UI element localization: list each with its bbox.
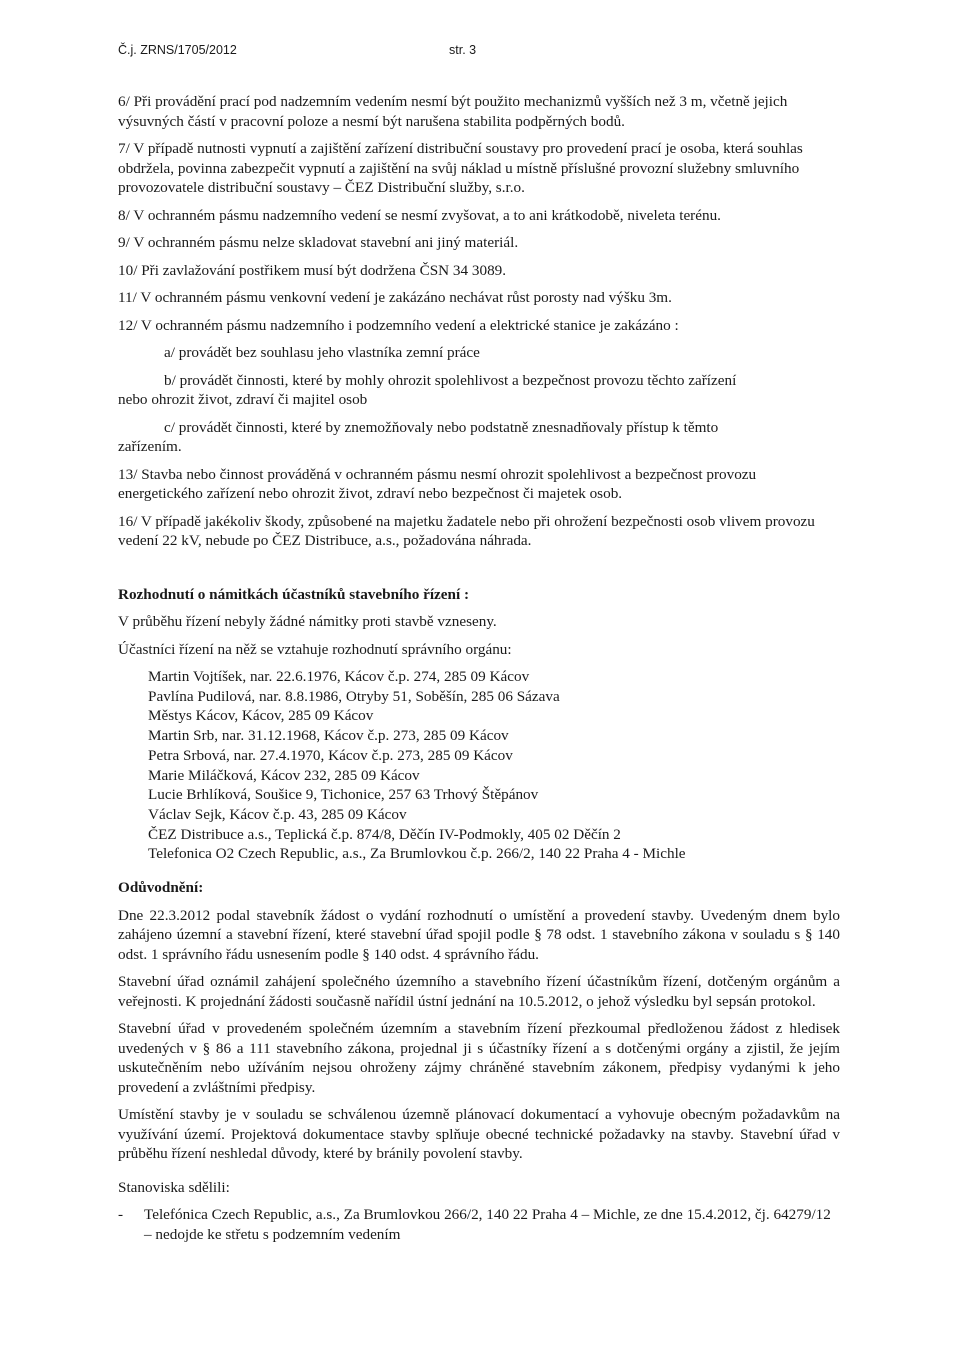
condition-12-c: c/ provádět činnosti, které by znemožňovaly nebo podstatně znesnadňovaly přístup k těmto bbox=[164, 418, 719, 436]
participant-item: Lucie Brhlíková, Soušice 9, Tichonice, 257 63 Trhový Štěpánov bbox=[148, 786, 539, 804]
participant-item: Městys Kácov, Kácov, 285 09 Kácov bbox=[148, 707, 374, 725]
justification-paragraph: Umístění stavby je v souladu se schválenou územně plánovací dokumentací a vyhovuje obecným požadavkům na využívání území. Projektová dokumentace stavby splňuje obecné technické požadavky na stavby. Stavební úřad v průběhu řízení neshledal důvody, které by bránily povolení stavby. bbox=[118, 1106, 840, 1163]
participant-item: Petra Srbová, nar. 27.4.1970, Kácov č.p. 273, 285 09 Kácov bbox=[148, 746, 513, 764]
participant-item: Václav Sejk, Kácov č.p. 43, 285 09 Kácov bbox=[148, 805, 407, 823]
statement-item bbox=[118, 1205, 840, 1244]
objections-heading: Rozhodnutí o námitkách účastníků stavebního řízení : bbox=[118, 585, 470, 603]
participant-item: ČEZ Distribuce a.s., Teplická č.p. 874/8, Děčín IV-Podmokly, 405 02 Děčín 2 bbox=[148, 825, 621, 843]
condition-7: 7/ V případě nutnosti vypnutí a zajištění zařízení distribuční soustavy pro provedení prací je osoba, která souhlas obdržela, povinna zabezpečit vypnutí a zajištění na svůj náklad u místně příslušné provozní služebny smluvního provozovatele distribuční soustavy – ČEZ Distribuční služby, s.r.o. bbox=[118, 140, 803, 196]
participant-item: Telefonica O2 Czech Republic, a.s., Za Brumlovkou č.p. 266/2, 140 22 Praha 4 - Michle bbox=[148, 845, 686, 863]
justification-paragraph: Dne 22.3.2012 podal stavebník žádost o vydání rozhodnutí o umístění a provedení stavby. Uvedeným dnem bylo zahájeno územní a stavební řízení, které stavební úřad spojil podle § 78 odst. 1 stavebního zákona v souladu s § 140 odst. 1 správního řádu usnesením podle § 140 odst. 4 správního řádu. bbox=[118, 906, 840, 963]
condition-6: 6/ Při provádění prací pod nadzemním vedením nesmí být použito mechanizmů vyšších než 3 m, včetně jejich výsuvných částí v pracovní poloze a nesmí být narušena stabilita podpěrných bodů. bbox=[118, 93, 788, 130]
reference-number: Č.j. ZRNS/1705/2012 bbox=[118, 43, 237, 57]
condition-11: 11/ V ochranném pásmu venkovní vedení je zakázáno nechávat růst porosty nad výšku 3m. bbox=[118, 289, 672, 306]
condition-10: 10/ Při zavlažování postřikem musí být dodržena ČSN 34 3089. bbox=[118, 261, 507, 279]
participants-intro: Účastníci řízení na něž se vztahuje rozhodnutí správního orgánu: bbox=[118, 640, 512, 658]
statement-text: Telefónica Czech Republic, a.s., Za Brumlovkou 266/2, 140 22 Praha 4 – Michle, ze dne 15.4.2012, čj. 64279/12 – nedojde ke střetu s podzemním vedením bbox=[144, 1206, 831, 1243]
participant-item: Martin Srb, nar. 31.12.1968, Kácov č.p. 273, 285 09 Kácov bbox=[148, 727, 509, 745]
condition-16: 16/ V případě jakékoliv škody, způsobené na majetku žadatele nebo při ohrožení bezpečnosti osob vlivem provozu vedení 22 kV, nebude po ČEZ Distribuce, a.s., požadována náhrada. bbox=[118, 512, 815, 549]
participant-item: Martin Vojtíšek, nar. 22.6.1976, Kácov č.p. 274, 285 09 Kácov bbox=[148, 668, 530, 685]
participant-item: Pavlína Pudilová, nar. 8.8.1986, Otryby 51, Soběšín, 285 06 Sázava bbox=[148, 687, 560, 705]
participant-item: Marie Miláčková, Kácov 232, 285 09 Kácov bbox=[148, 766, 420, 784]
condition-8: 8/ V ochranném pásmu nadzemního vedení se nesmí zvyšovat, a to ani krátkodobě, niveleta terénu. bbox=[118, 206, 721, 224]
condition-13: 13/ Stavba nebo činnost prováděná v ochranném pásmu nesmí ohrozit spolehlivost a bezpečnost provozu energetického zařízení nebo ohrozit život, zdraví nebo bezpečnost či majetek osob. bbox=[118, 465, 757, 502]
objections-text: V průběhu řízení nebyly žádné námitky proti stavbě vzneseny. bbox=[118, 613, 497, 630]
participants-list bbox=[148, 667, 840, 864]
condition-12: 12/ V ochranném pásmu nadzemního i podzemního vedení a elektrické stanice je zakázáno : bbox=[118, 316, 679, 334]
condition-12-b: b/ provádět činnosti, které by mohly ohrozit spolehlivost a bezpečnost provozu těchto zařízení bbox=[164, 371, 737, 389]
justification-heading: Odůvodnění: bbox=[118, 879, 204, 897]
statements-heading: Stanoviska sdělili: bbox=[118, 1178, 230, 1196]
page-header bbox=[118, 43, 477, 57]
justification-paragraph: Stavební úřad v provedeném společném územním a stavebním řízení přezkoumal předloženou žádost z hledisek uvedených v § 86 a 111 stavebního zákona, projednal ji s účastníky řízení a s dotčenými orgány a zjistil, že jejím uskutečněním nebo užíváním nejsou ohroženy zájmy chráněné stavebním zákonem, předpisy vydanými k jeho provedení a zvláštními předpisy. bbox=[118, 1020, 840, 1096]
document-body bbox=[118, 92, 840, 1244]
condition-12-a: a/ provádět bez souhlasu jeho vlastníka zemní práce bbox=[164, 344, 480, 361]
justification-paragraph: Stavební úřad oznámil zahájení společného územního a stavebního řízení účastníkům řízení, dotčeným orgánům a veřejnosti. K projednání žádosti současně nařídil ústní jednání na 10.5.2012, o jehož výsledku byl sepsán protokol. bbox=[118, 973, 840, 1010]
condition-12-c-continuation: zařízením. bbox=[118, 438, 182, 455]
condition-9: 9/ V ochranném pásmu nelze skladovat stavební ani jiný materiál. bbox=[118, 234, 519, 251]
list-dash: - bbox=[118, 1206, 124, 1224]
condition-12-b-continuation: nebo ohrozit život, zdraví či majitel osob bbox=[118, 391, 368, 408]
page-number: str. 3 bbox=[449, 43, 477, 57]
